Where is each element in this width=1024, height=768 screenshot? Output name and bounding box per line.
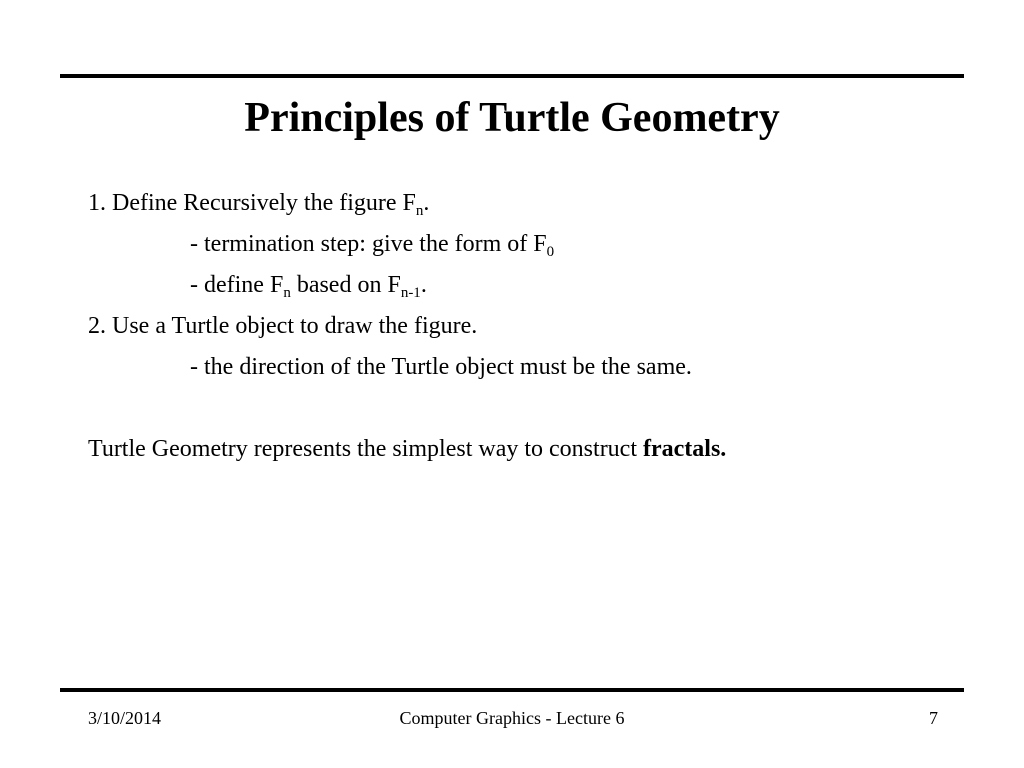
footer-date: 3/10/2014	[88, 708, 162, 728]
direction-line: - the direction of the Turtle object must be the same.	[190, 354, 692, 380]
termination-step-line	[190, 229, 554, 259]
define-fn-pre: - define F	[190, 272, 284, 298]
fractals-word: fractals.	[643, 436, 727, 462]
footer-title: Computer Graphics - Lecture 6	[399, 708, 625, 728]
termination-step-text: - termination step: give the form of F	[190, 231, 547, 257]
subscript-n: n	[283, 285, 291, 301]
subscript-n-minus-1: n-1	[400, 285, 421, 301]
step-1-period: .	[423, 190, 430, 216]
slide-title: Principles of Turtle Geometry	[244, 95, 780, 141]
step-1-line	[88, 188, 429, 218]
top-rule	[60, 74, 964, 78]
subscript-n: n	[415, 203, 424, 219]
bottom-rule	[60, 688, 964, 692]
step-1-text: 1. Define Recursively the figure F	[88, 190, 416, 216]
define-fn-period: .	[420, 272, 427, 298]
subscript-0: 0	[546, 244, 555, 260]
step-2-line: 2. Use a Turtle object to draw the figure.	[88, 313, 478, 339]
define-fn-line	[190, 270, 427, 300]
fractals-text: Turtle Geometry represents the simplest way to construct	[88, 436, 643, 462]
define-fn-mid: based on F	[290, 272, 401, 298]
fractals-line	[88, 434, 726, 464]
page-number: 7	[929, 708, 938, 728]
